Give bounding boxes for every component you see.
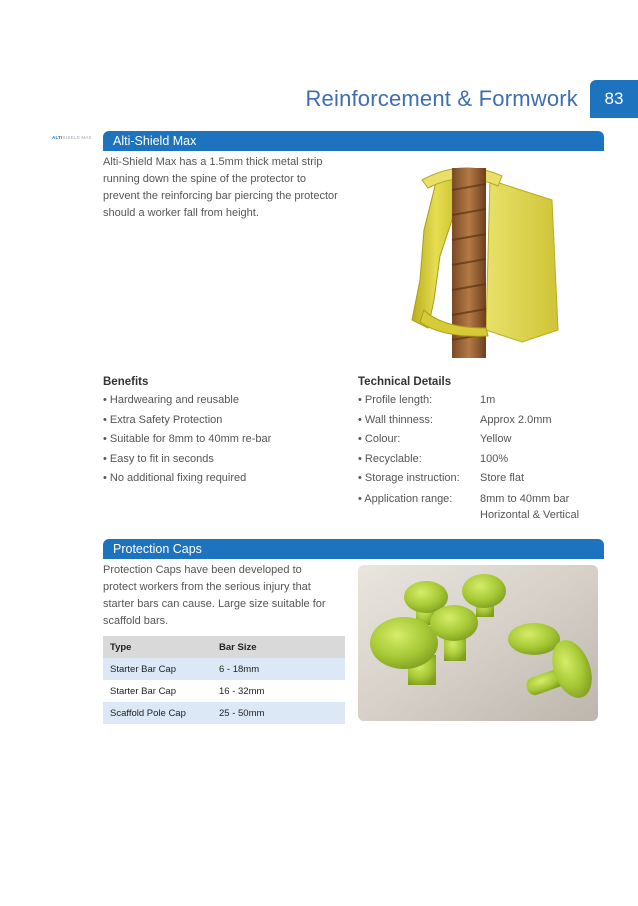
alti-shield-title-underline	[103, 150, 604, 151]
alti-shield-logo	[52, 135, 92, 140]
tech-value: Approx 2.0mm	[480, 413, 552, 426]
table-header-cell: Bar Size	[212, 636, 345, 658]
tech-label: • Application range:	[358, 492, 453, 505]
tech-value: 100%	[480, 452, 509, 465]
protection-caps-title-underline	[103, 558, 604, 559]
benefit-item: • Suitable for 8mm to 40mm re-bar	[103, 433, 272, 445]
protection-caps-table	[103, 636, 345, 724]
tech-value: 8mm to 40mm bar	[480, 492, 570, 505]
protection-caps-title-bar	[103, 539, 604, 559]
alti-shield-product-image	[402, 160, 560, 358]
tech-row	[358, 391, 579, 411]
tech-label: • Storage instruction:	[358, 472, 460, 484]
tech-row-continued	[358, 507, 579, 523]
section-title: Reinforcement & Formwork	[305, 86, 578, 111]
tech-row	[358, 469, 579, 489]
table-cell: Starter Bar Cap	[103, 658, 212, 680]
table-cell: 6 - 18mm	[212, 658, 345, 680]
page-number: 83	[590, 80, 638, 118]
technical-details-list	[358, 391, 579, 523]
tech-row	[358, 430, 579, 450]
table-cell: Scaffold Pole Cap	[103, 702, 212, 724]
benefits-list	[103, 391, 271, 489]
alti-shield-title: Alti-Shield Max	[113, 134, 197, 148]
tech-row	[358, 491, 579, 507]
logo-rest: SHIELD MAX	[62, 135, 92, 140]
tech-label: • Colour:	[358, 433, 401, 445]
table-row	[103, 658, 345, 680]
benefits-heading: Benefits	[103, 376, 149, 388]
table-cell: 25 - 50mm	[212, 702, 345, 724]
table-cell: 16 - 32mm	[212, 680, 345, 702]
protection-caps-title: Protection Caps	[113, 542, 202, 556]
table-header-cell: Type	[103, 636, 212, 658]
tech-row	[358, 411, 579, 431]
benefit-item: • No additional fixing required	[103, 472, 247, 484]
tech-value: Yellow	[480, 433, 512, 445]
tech-value: Horizontal & Vertical	[480, 508, 580, 521]
technical-details-heading: Technical Details	[358, 376, 452, 388]
protection-caps-description: Protection Caps have been developed to protect workers from the serious injury that starter bars can cause. Large size suitable for scaffold bars.	[103, 564, 326, 627]
alti-shield-title-bar	[103, 131, 604, 151]
logo-brand: ALTI	[52, 135, 63, 140]
table-row	[103, 680, 345, 702]
tech-row	[358, 450, 579, 470]
protection-caps-product-image	[358, 565, 598, 721]
tech-label: • Profile length:	[358, 394, 433, 406]
table-cell: Starter Bar Cap	[103, 680, 212, 702]
benefit-item: • Hardwearing and reusable	[103, 394, 239, 406]
benefit-item: • Extra Safety Protection	[103, 413, 223, 426]
tech-value: 1m	[480, 394, 496, 406]
tech-label: • Wall thinness:	[358, 413, 433, 426]
table-row	[103, 702, 345, 724]
table-header-row	[103, 636, 345, 658]
tech-label: • Recyclable:	[358, 452, 422, 465]
benefit-item: • Easy to fit in seconds	[103, 452, 214, 465]
tech-value: Store flat	[480, 472, 525, 484]
alti-shield-description: Alti-Shield Max has a 1.5mm thick metal strip running down the spine of the protector to prevent the reinforcing bar piercing the protector should a worker fall from height.	[103, 156, 338, 219]
